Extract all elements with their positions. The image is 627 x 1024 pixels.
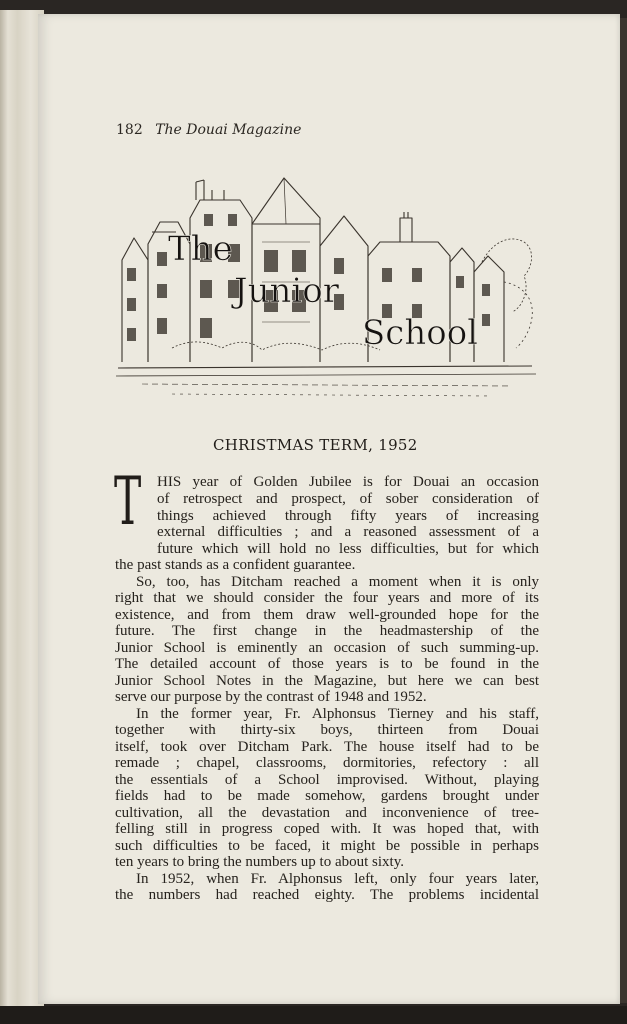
- body-line: serve our purpose by the contrast of 1948 and 1952.: [115, 689, 427, 705]
- illustration-title-word: The: [168, 229, 233, 269]
- body-line: future which will hold no less difficulties, but for which: [157, 541, 539, 557]
- junior-school-illustration: [112, 172, 540, 412]
- body-line: So, too, has Ditcham reached a moment when it is only: [136, 574, 539, 590]
- body-line: the past stands as a confident guarantee.: [115, 557, 356, 573]
- body-line: fields had to be made somehow, gardens brought under: [115, 788, 539, 804]
- body-line: In 1952, when Fr. Alphonsus left, only four years later,: [136, 871, 539, 887]
- body-line: ten years to bring the numbers up to about sixty.: [115, 854, 404, 870]
- right-binding-strip: [620, 18, 627, 1003]
- body-line: the essentials of a School improvised. Without, playing: [115, 772, 539, 788]
- body-line: In the former year, Fr. Alphonsus Tierney and his staff,: [136, 706, 539, 722]
- body-line: Junior School is eminently an occasion of such summing-up.: [115, 640, 539, 656]
- running-title: The Douai Magazine: [155, 122, 302, 138]
- body-line: Junior School Notes in the Magazine, but here we can best: [115, 673, 539, 689]
- body-line: existence, and from them draw well-grounded hope for the: [115, 607, 539, 623]
- body-line: itself, took over Ditcham Park. The house itself had to be: [115, 739, 539, 755]
- body-line: such difficulties to be faced, it might be possible in perhaps: [115, 838, 539, 854]
- drop-cap: [114, 463, 154, 540]
- body-line: The detailed account of those years is to be found in the: [115, 656, 539, 672]
- page-number: 182: [116, 122, 143, 138]
- body-line: right that we should consider the four years and more of its: [115, 590, 539, 606]
- illustration-title-word: School: [362, 313, 479, 353]
- body-line: remade ; chapel, classrooms, dormitories, refectory : all: [115, 755, 539, 771]
- body-line: the numbers had reached eighty. The problems incidental: [115, 887, 539, 903]
- building-sketch: [112, 172, 540, 412]
- drop-cap-letter: T: [114, 463, 142, 540]
- body-line: of retrospect and prospect, of sober consideration of: [157, 491, 539, 507]
- body-line: together with thirty-six boys, thirteen from Douai: [115, 722, 539, 738]
- illustration-title-word: Junior: [234, 271, 340, 311]
- article-heading: CHRISTMAS TERM, 1952: [213, 436, 418, 454]
- body-line: felling still in progress coped with. It was hoped that, with: [115, 821, 539, 837]
- body-line: future. The first change in the headmastership of the: [115, 623, 539, 639]
- body-line: cultivation, all the devastation and inconvenience of tree-: [115, 805, 539, 821]
- body-line: HIS year of Golden Jubilee is for Douai an occasion: [157, 474, 539, 490]
- body-line: things achieved through fifty years of increasing: [157, 508, 539, 524]
- bottom-scan-border: [0, 1006, 627, 1024]
- running-head: [116, 122, 301, 138]
- body-line: external difficulties ; and a reasoned assessment of a: [157, 524, 539, 540]
